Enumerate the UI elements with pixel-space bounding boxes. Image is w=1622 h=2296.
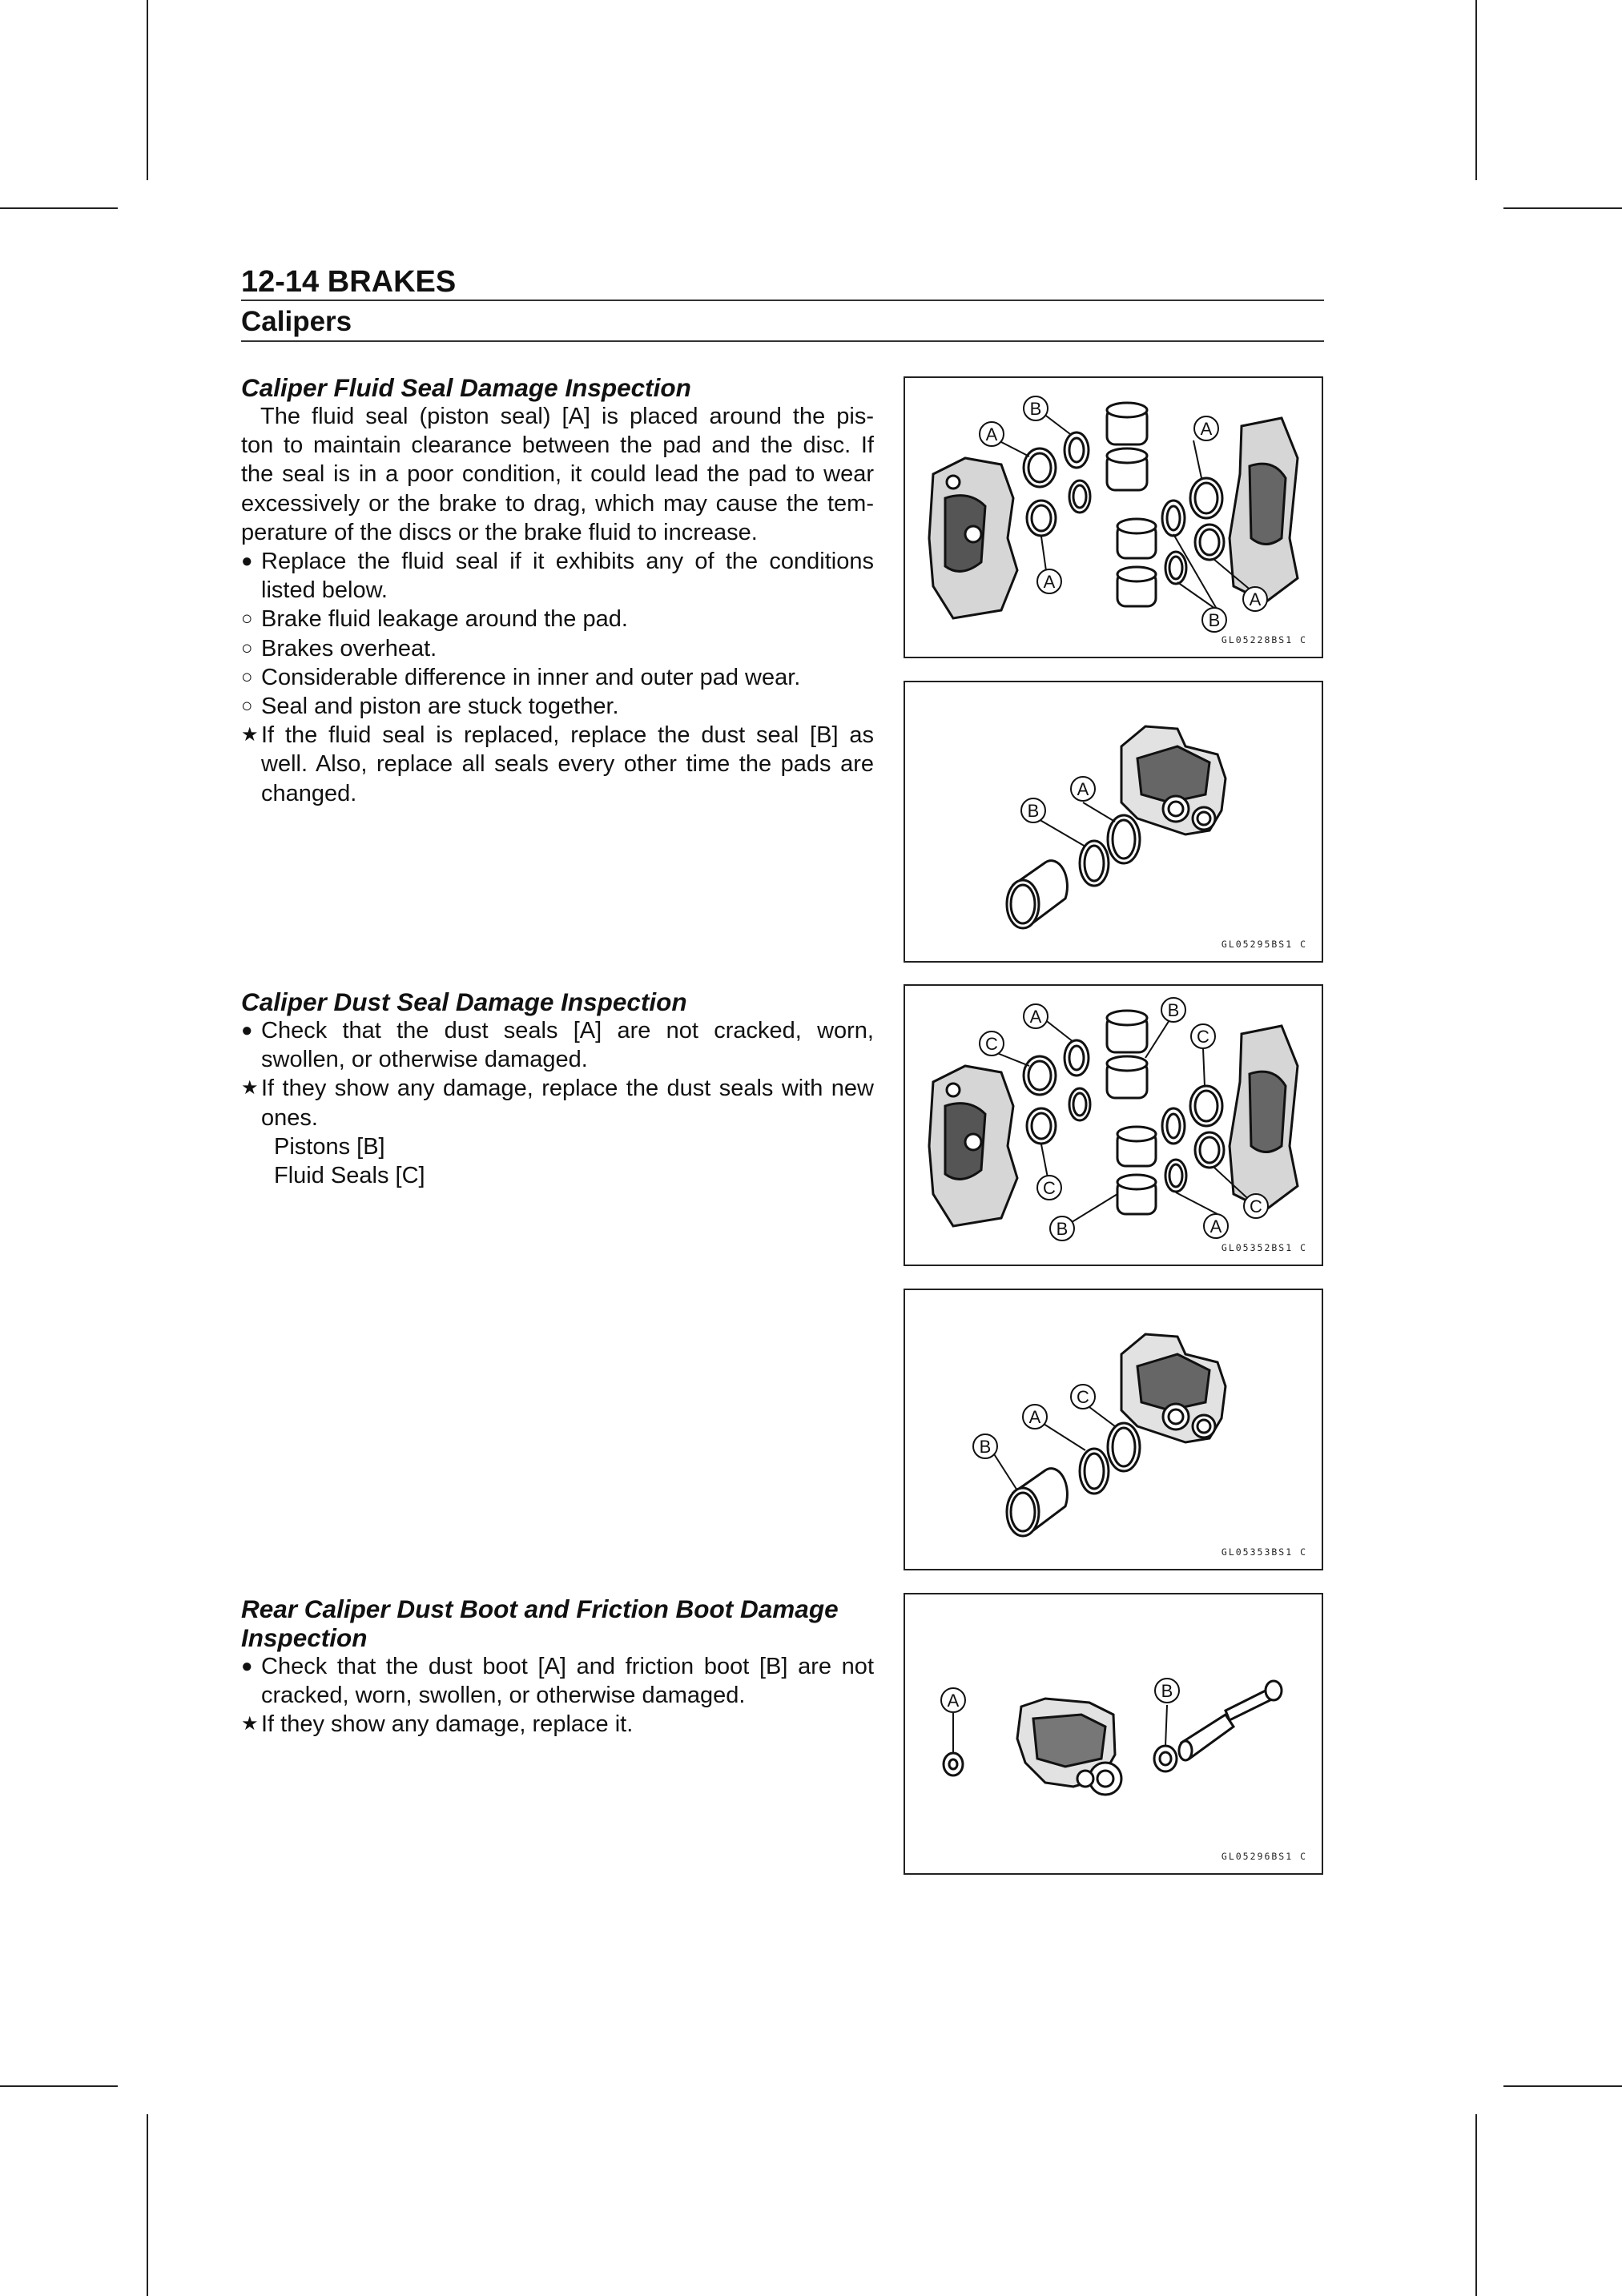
bullet-text: Check that the dust boot [A] and friction boot [B] are not cracked, worn, swollen, or otherwise damaged. <box>261 1654 874 1709</box>
figure-code: GL05228BS1 C <box>1221 634 1307 645</box>
bullet-item <box>241 1652 874 1710</box>
star-mark: ★ <box>241 724 259 746</box>
condition-item <box>241 692 874 721</box>
callout-label: C <box>1197 1027 1209 1047</box>
figure-code: GL05295BS1 C <box>1221 939 1307 950</box>
intro-line: The fluid seal (piston seal) [A] is placed around the pis- <box>260 404 874 429</box>
crop-mark <box>0 2085 118 2087</box>
crop-mark <box>1475 0 1477 180</box>
circle-mark: ○ <box>241 695 253 718</box>
star-item <box>241 1074 874 1132</box>
condition-item <box>241 634 874 663</box>
star-mark: ★ <box>241 1077 259 1100</box>
callout-label: C <box>985 1034 998 1054</box>
callout-label: A <box>985 424 998 444</box>
intro-line: perature of the discs or the brake fluid to increase. <box>241 519 758 545</box>
crop-mark <box>1503 2085 1622 2087</box>
crop-mark <box>147 0 148 180</box>
section-title: Calipers <box>241 306 352 337</box>
bullet-text: Replace the fluid seal if it exhibits any of the conditions listed below. <box>261 549 874 604</box>
callout-label: B <box>1161 1681 1173 1701</box>
rear-caliper-drawing <box>905 1594 1325 1876</box>
fluid-seal-section <box>241 373 874 808</box>
legend-item: Fluid Seals [C] <box>274 1163 425 1189</box>
rear-boot-heading <box>241 1594 874 1652</box>
condition-text: Brake fluid leakage around the pad. <box>261 606 628 633</box>
callout-label: B <box>1208 610 1221 630</box>
bullet-text: Check that the dust seals [A] are not cracked, worn, swollen, or otherwise damaged. <box>261 1018 874 1073</box>
star-item <box>241 721 874 808</box>
callout-label: B <box>1029 399 1042 419</box>
figure-rear-caliper-boots <box>904 1593 1323 1875</box>
figure-code: GL05353BS1 C <box>1221 1546 1307 1558</box>
figure-fluid-seal-exploded <box>904 376 1323 658</box>
circle-mark: ○ <box>241 637 253 659</box>
circle-mark: ○ <box>241 608 253 630</box>
figure-code: GL05352BS1 C <box>1221 1242 1307 1253</box>
bullet-mark: ● <box>241 1655 253 1677</box>
circle-mark: ○ <box>241 665 253 688</box>
caliper-exploded-drawing <box>905 378 1325 660</box>
fluid-seal-heading: Caliper Fluid Seal Damage Inspection <box>241 373 691 402</box>
callout-label: C <box>1250 1196 1262 1216</box>
callout-label: B <box>1167 1000 1180 1020</box>
intro-line: excessively or the brake to drag, which may cause the tem- <box>241 490 874 517</box>
page-header <box>241 264 1324 342</box>
condition-text: Considerable difference in inner and outer pad wear. <box>261 664 801 690</box>
figure-piston-seal <box>904 681 1323 963</box>
callout-label: A <box>1200 419 1213 439</box>
crop-mark <box>147 2114 148 2296</box>
condition-text: Brakes overheat. <box>261 635 437 661</box>
callout-label: A <box>947 1691 960 1711</box>
callout-label: C <box>1043 1178 1056 1198</box>
caliper-piston-drawing <box>905 1290 1325 1572</box>
page-title: 12-14 BRAKES <box>241 265 457 299</box>
callout-label: A <box>1209 1216 1222 1236</box>
crop-mark <box>0 207 118 209</box>
star-item <box>241 1710 874 1739</box>
callout-label: B <box>979 1437 992 1457</box>
crop-mark <box>1475 2114 1477 2296</box>
callout-label: A <box>1077 779 1089 799</box>
heading-line: Rear Caliper Dust Boot and Friction Boot Damage <box>241 1594 839 1623</box>
header-rule <box>241 300 1324 301</box>
bullet-mark: ● <box>241 550 253 573</box>
caliper-exploded-drawing <box>905 986 1325 1268</box>
caliper-piston-drawing <box>905 682 1325 964</box>
callout-label: A <box>1029 1007 1042 1027</box>
intro-line: ton to maintain clearance between the pad and the disc. If <box>241 432 874 459</box>
star-text: If they show any damage, replace it. <box>261 1711 634 1738</box>
crop-mark <box>1503 207 1622 209</box>
bullet-item <box>241 547 874 605</box>
rear-boot-section <box>241 1594 874 1739</box>
dust-seal-section <box>241 987 874 1190</box>
condition-item <box>241 605 874 633</box>
callout-label: B <box>1027 801 1040 821</box>
bullet-mark: ● <box>241 1019 253 1041</box>
bullet-item <box>241 1016 874 1074</box>
figure-dust-seal-piston <box>904 1289 1323 1570</box>
callout-label: A <box>1028 1407 1041 1427</box>
figure-code: GL05296BS1 C <box>1221 1851 1307 1862</box>
section-rule <box>241 340 1324 342</box>
figure-dust-seal-exploded <box>904 984 1323 1266</box>
heading-line: Inspection <box>241 1623 368 1652</box>
callout-label: A <box>1043 572 1056 592</box>
star-text: If the fluid seal is replaced, replace the dust seal [B] as well. Also, replace all seals every other time the pads are changed. <box>261 722 874 806</box>
star-text: If they show any damage, replace the dust seals with new ones. <box>261 1076 874 1131</box>
condition-item <box>241 663 874 692</box>
dust-seal-heading: Caliper Dust Seal Damage Inspection <box>241 987 687 1016</box>
star-mark: ★ <box>241 1713 259 1735</box>
callout-label: B <box>1056 1219 1069 1239</box>
callout-label: C <box>1077 1387 1089 1407</box>
callout-label: A <box>1249 589 1262 609</box>
condition-text: Seal and piston are stuck together. <box>261 694 619 720</box>
legend-item: Pistons [B] <box>274 1133 385 1160</box>
intro-line: the seal is in a poor condition, it could lead the pad to wear <box>241 461 874 488</box>
fluid-seal-intro <box>241 402 874 547</box>
